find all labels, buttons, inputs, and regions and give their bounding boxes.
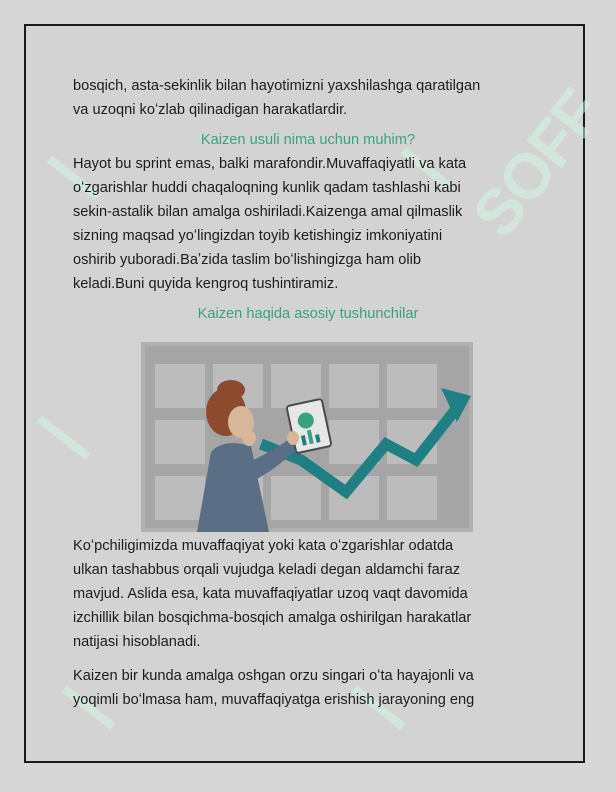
paragraph-line: mavjud. Aslida esa, kata muvaffaqiyatlar uzoq vaqt davomida [73,586,468,602]
paragraph-line: oshirib yuboradi.Baʼzida taslim boʻlishingizga ham olib [73,252,421,268]
paragraph-line: oʻzgarishlar huddi chaqaloqning kunlik qadam tashlashi kabi [73,180,461,196]
paragraph-line: sizning maqsad yoʻlingizdan toyib ketishingiz imkoniyatini [73,228,443,244]
watermark: ꟾ [60,684,128,743]
document-body [73,74,543,326]
watermark: ꟾ [350,684,418,743]
paragraph-line: yoqimli boʻlmasa ham, muvaffaqiyatga erishish jarayoning eng [73,692,475,708]
paragraph-line: ulkan tashabbus orqali vujudga keladi degan aldamchi faraz [73,562,460,578]
paragraph-line: natijasi hisoblanadi. [73,634,201,650]
watermark: ꟾ [35,414,103,473]
paragraph-line: Koʻpchiligimizda muvaffaqiyat yoki kata oʻzgarishlar odatda [73,538,454,554]
paragraph-line: izchillik bilan bosqichma-bosqich amalga oshirilgan harakatlar [73,610,472,626]
watermark: ꟾ SOFF [399,77,616,250]
watermark: ꟾ [45,154,113,213]
paragraph-line: keladi.Buni quyida kengroq tushintiramiz. [73,276,339,292]
section-heading: Kaizen usuli nima uchun muhim? [200,132,416,148]
paragraph-line: Hayot bu sprint emas, balki marafondir.Muvaffaqiyatli va kata [73,156,467,172]
paragraph-line: sekin-astalik bilan amalga oshiriladi.Kaizenga amal qilmaslik [73,204,463,220]
paragraph-line: va uzoqni koʻzlab qilinadigan harakatlardir. [73,102,348,118]
paragraph-line: bosqich, asta-sekinlik bilan hayotimizni yaxshilashga qaratilgan [73,78,481,94]
document-page [24,24,616,763]
document-body-continued [73,534,543,712]
section-heading: Kaizen haqida asosiy tushunchilar [197,306,419,322]
growth-chart-illustration [141,342,473,532]
paragraph-line: Kaizen bir kunda amalga oshgan orzu singari oʻta hayajonli va [73,668,474,684]
